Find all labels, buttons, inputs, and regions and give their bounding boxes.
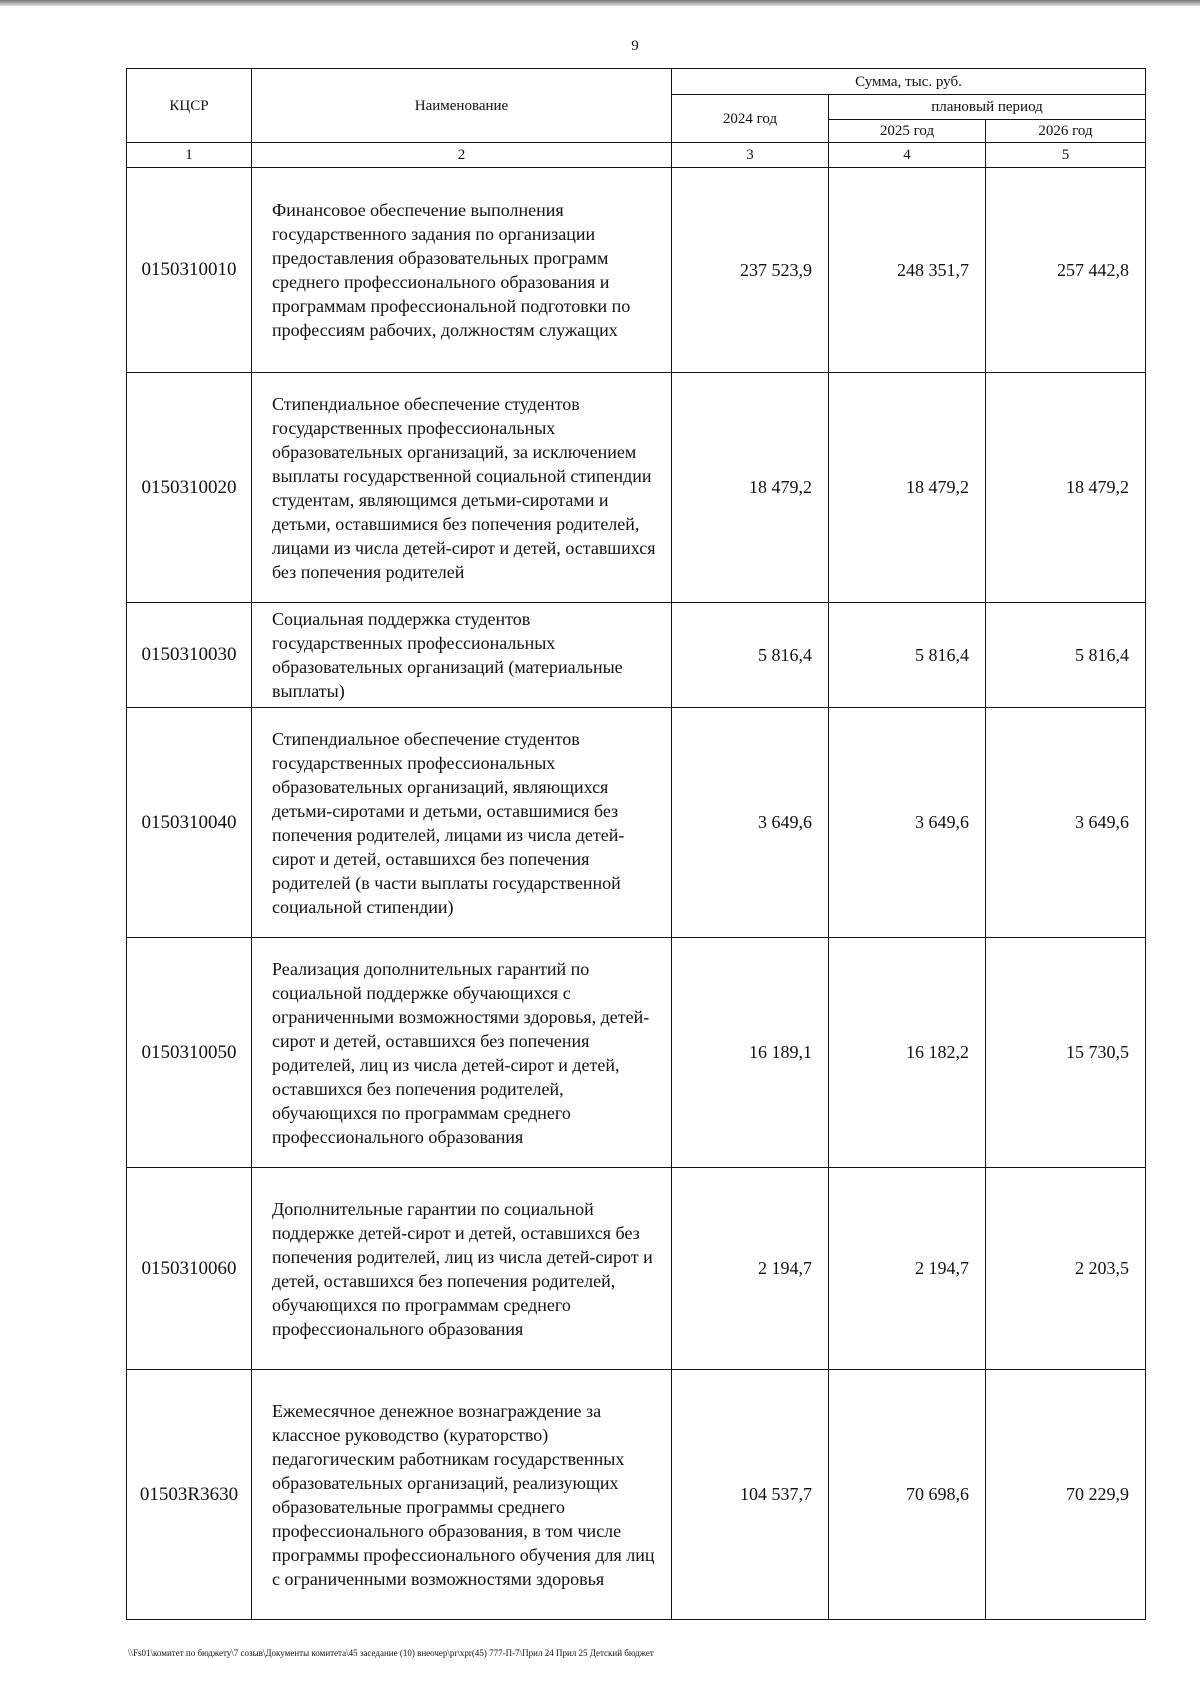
row-amount-2025: 16 182,2 bbox=[829, 938, 986, 1168]
column-number: 1 bbox=[127, 143, 252, 168]
table-row bbox=[127, 603, 1146, 708]
column-number: 2 bbox=[252, 143, 672, 168]
file-path-footer: \\Fs01\комитет по бюджету\7 созыв\Документы комитета\45 заседание (10) внеочер\pr\xpr(45) 777-П-7\Прил 24 Прил 25 Детский бюджет bbox=[128, 1648, 654, 1658]
header-name: Наименование bbox=[252, 69, 672, 143]
row-amount-2026: 2 203,5 bbox=[986, 1168, 1146, 1370]
row-amount-2024: 3 649,6 bbox=[672, 708, 829, 938]
column-number: 3 bbox=[672, 143, 829, 168]
row-amount-2024: 237 523,9 bbox=[672, 168, 829, 373]
row-amount-2024: 18 479,2 bbox=[672, 373, 829, 603]
row-amount-2025: 3 649,6 bbox=[829, 708, 986, 938]
table-row bbox=[127, 168, 1146, 373]
row-name: Ежемесячное денежное вознаграждение за классное руководство (кураторство) педагогическим работникам государственных образовательных организаций, реализующих образовательные программы среднего профессионального образования, в том числе программы профессионального обучения для лиц с ограниченными возможностями здоровья bbox=[252, 1370, 672, 1620]
header-year-2024: 2024 год bbox=[672, 95, 829, 143]
table-row bbox=[127, 938, 1146, 1168]
row-code: 0150310020 bbox=[127, 373, 252, 603]
row-amount-2024: 16 189,1 bbox=[672, 938, 829, 1168]
header-planning-period: плановый период bbox=[829, 95, 1146, 120]
row-name: Стипендиальное обеспечение студентов государственных профессиональных образовательных организаций, являющихся детьми-сиротами и детьми, оставшимися без попечения родителей, лицами из числа детей-сирот и детей, оставшихся без попечения родителей (в части выплаты государственной социальной стипендии) bbox=[252, 708, 672, 938]
row-code: 0150310010 bbox=[127, 168, 252, 373]
row-amount-2024: 5 816,4 bbox=[672, 603, 829, 708]
row-code: 0150310060 bbox=[127, 1168, 252, 1370]
row-amount-2024: 104 537,7 bbox=[672, 1370, 829, 1620]
header-year-2026: 2026 год bbox=[986, 120, 1146, 143]
row-amount-2026: 18 479,2 bbox=[986, 373, 1146, 603]
row-amount-2026: 3 649,6 bbox=[986, 708, 1146, 938]
column-number: 4 bbox=[829, 143, 986, 168]
row-name: Социальная поддержка студентов государственных профессиональных образовательных организаций (материальные выплаты) bbox=[252, 603, 672, 708]
row-amount-2025: 5 816,4 bbox=[829, 603, 986, 708]
row-code: 0150310050 bbox=[127, 938, 252, 1168]
row-code: 0150310040 bbox=[127, 708, 252, 938]
row-amount-2025: 2 194,7 bbox=[829, 1168, 986, 1370]
scan-top-edge bbox=[0, 0, 1200, 6]
row-amount-2026: 15 730,5 bbox=[986, 938, 1146, 1168]
row-amount-2025: 70 698,6 bbox=[829, 1370, 986, 1620]
row-code: 0150310030 bbox=[127, 603, 252, 708]
header-year-2025: 2025 год bbox=[829, 120, 986, 143]
row-amount-2026: 70 229,9 bbox=[986, 1370, 1146, 1620]
row-name: Стипендиальное обеспечение студентов государственных профессиональных образовательных организаций, за исключением выплаты государственной социальной стипендии студентам, являющимся детьми-сиротами и детьми, оставшимися без попечения родителей, лицами из числа детей-сирот и детей, оставшихся без попечения родителей bbox=[252, 373, 672, 603]
column-number: 5 bbox=[986, 143, 1146, 168]
header-code: КЦСР bbox=[127, 69, 252, 143]
row-amount-2026: 257 442,8 bbox=[986, 168, 1146, 373]
header-sum: Сумма, тыс. руб. bbox=[672, 69, 1146, 95]
row-amount-2025: 248 351,7 bbox=[829, 168, 986, 373]
row-name: Реализация дополнительных гарантий по социальной поддержке обучающихся с ограниченными возможностями здоровья, детей-сирот и детей, оставшихся без попечения родителей, лиц из числа детей-сирот и детей, оставшихся без попечения родителей, обучающихся по программам среднего профессионального образования bbox=[252, 938, 672, 1168]
table-row bbox=[127, 708, 1146, 938]
row-code: 01503R3630 bbox=[127, 1370, 252, 1620]
row-name: Финансовое обеспечение выполнения государственного задания по организации предоставления образовательных программ среднего профессионального образования и программам профессиональной подготовки по профессиям рабочих, должностям служащих bbox=[252, 168, 672, 373]
table-row bbox=[127, 1370, 1146, 1620]
row-amount-2025: 18 479,2 bbox=[829, 373, 986, 603]
row-amount-2026: 5 816,4 bbox=[986, 603, 1146, 708]
page-number: 9 bbox=[631, 38, 639, 54]
budget-table bbox=[126, 68, 1146, 1620]
table-row bbox=[127, 1168, 1146, 1370]
row-name: Дополнительные гарантии по социальной поддержке детей-сирот и детей, оставшихся без попечения родителей, лиц из числа детей-сирот и детей, оставшихся без попечения родителей, обучающихся по программам среднего профессионального образования bbox=[252, 1168, 672, 1370]
row-amount-2024: 2 194,7 bbox=[672, 1168, 829, 1370]
table-row bbox=[127, 373, 1146, 603]
